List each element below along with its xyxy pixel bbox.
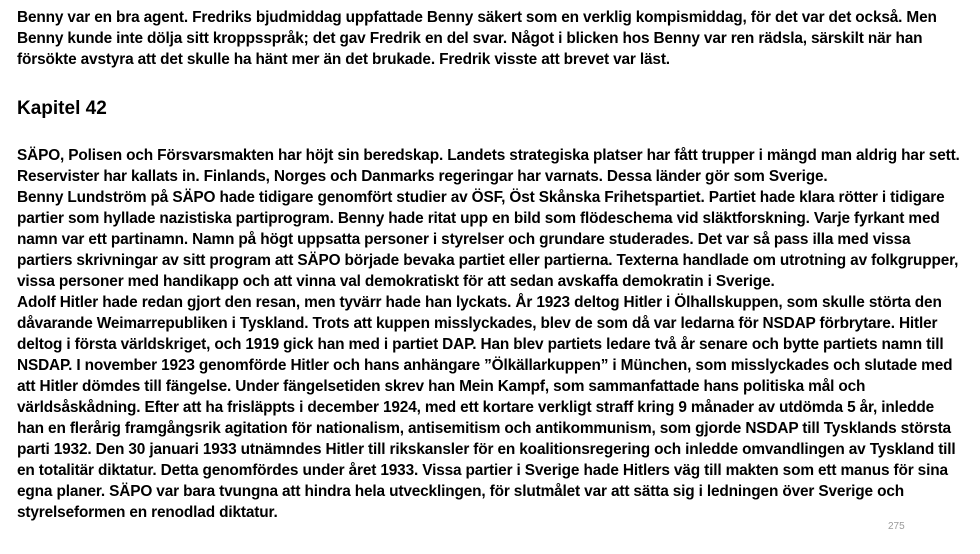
chapter-body [17, 145, 972, 523]
text-line: styrelseformen en renodlad diktatur. [17, 504, 278, 521]
text-line: parti 1932. Den 30 januari 1933 utnämndes Hitler till rikskansler för en koalitionsregering och inledde omvandlingen av Tyskland till [17, 441, 956, 458]
text-line: vissa personer med handikapp och att vinna val demokratiskt för att sedan avskaffa demokratin i Sverige. [17, 273, 775, 290]
text-line: deltog i första världskriget, och 1919 gick han med i partiet DAP. Han blev partiets ledare två år senare och bytte partiets namn till [17, 336, 944, 353]
text-line: Benny Lundström på SÄPO hade tidigare genomfört studier av ÖSF, Öst Skånska Frihetspartiet. Partiet hade klara rötter i tidigare [17, 189, 945, 206]
text-line: Adolf Hitler hade redan gjort den resan, men tyvärr hade han lyckats. År 1923 deltog Hitler i Ölhallskuppen, som skulle störta den [17, 294, 942, 311]
text-line: en totalitär diktatur. Detta genomfördes under året 1933. Vissa partier i Sverige hade Hitlers väg till makten som ett manus för sina [17, 462, 948, 479]
text-line: världsåskådning. Efter att ha frisläppts i december 1924, med ett kortare verkligt straff kring 9 månader av utdömda 5 år, inledde [17, 399, 935, 416]
text-line: att Hitler dömdes till fängelse. Under fängelsetiden skrev han Mein Kampf, som sammanfattade hans politiska mål och [17, 378, 866, 395]
page-number: 275 [888, 521, 905, 532]
text-line: dåvarande Weimarrepubliken i Tyskland. Trots att kuppen misslyckades, blev de som då var ledarna för NSDAP förbrytare. Hitler [17, 315, 938, 332]
text-line: Benny kunde inte dölja sitt kroppsspråk; det gav Fredrik en del svar. Något i blicken hos Benny var ren rädsla, särskilt när han [17, 30, 923, 47]
chapter-heading: Kapitel 42 [17, 98, 107, 119]
text-line: försökte avstyra att det skulle ha hänt mer än det brukade. Fredrik visste att brevet var läst. [17, 51, 670, 68]
text-line: han en flerårig framgångsrik agitation för nationalism, antisemitism och antikommunism, som gjorde NSDAP till Tysklands största [17, 420, 951, 437]
text-line: partiers skrivningar av sitt program att SÄPO började bevaka partiet eller partierna. Texterna handlade om utrotning av folkgrupper, [17, 252, 959, 269]
text-line: Benny var en bra agent. Fredriks bjudmiddag uppfattade Benny säkert som en verklig kompismiddag, för det var det också. Men [17, 9, 937, 26]
intro-paragraph [17, 7, 972, 70]
text-line: Reservister har kallats in. Finlands, Norges och Danmarks regeringar har varnats. Dessa länder gör som Sverige. [17, 168, 828, 185]
text-line: NSDAP. I november 1923 genomförde Hitler och hans anhängare ”Ölkällarkuppen” i München, som misslyckades och slutade med [17, 357, 953, 374]
text-line: SÄPO, Polisen och Försvarsmakten har höjt sin beredskap. Landets strategiska platser har fått trupper i mängd man aldrig har sett. [17, 147, 960, 164]
text-line: partier som hyllade nazistiska partiprogram. Benny hade ritat upp en bild som flödeschema vid släktforskning. Varje fyrkant med [17, 210, 940, 227]
text-line: namn var ett partinamn. Namn på högt uppsatta personer i styrelser och grundare studerades. Det var så pass illa med vissa [17, 231, 911, 248]
text-line: egna planer. SÄPO var bara tvungna att hindra hela utvecklingen, för slutmålet var att sätta sig i ledningen över Sverige och [17, 483, 904, 500]
